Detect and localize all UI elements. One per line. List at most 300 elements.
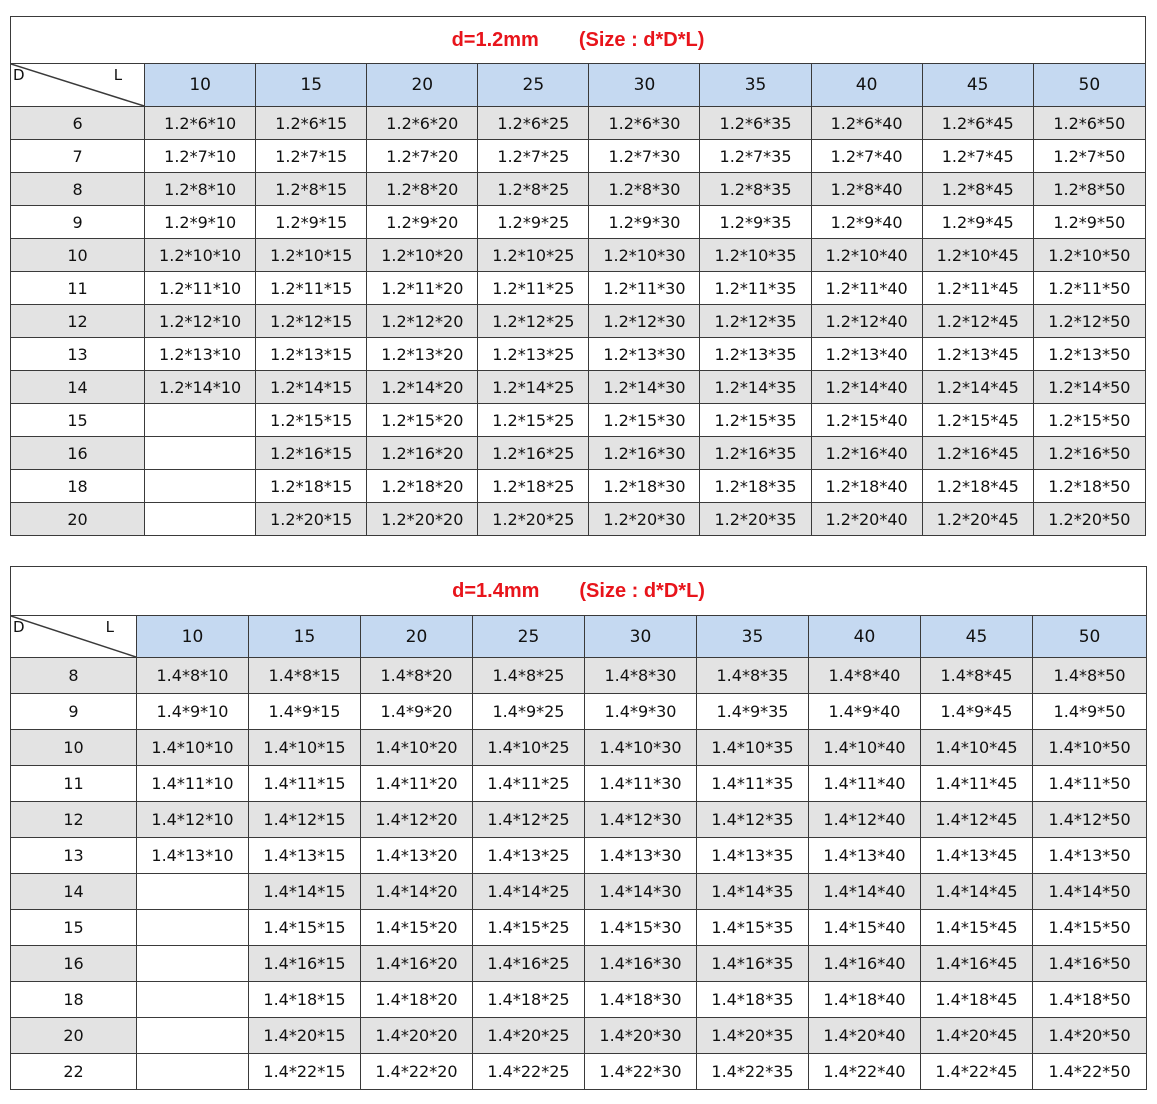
row-header-d: 10: [11, 730, 137, 766]
size-cell: 1.2*10*10: [145, 239, 256, 272]
corner-label-d: D: [13, 618, 25, 636]
size-cell: 1.4*20*30: [585, 1018, 697, 1054]
size-cell: 1.4*15*30: [585, 910, 697, 946]
size-cell: 1.2*15*45: [922, 404, 1033, 437]
size-cell: 1.4*18*40: [809, 982, 921, 1018]
table-row: [11, 838, 1147, 874]
size-cell: 1.4*10*35: [697, 730, 809, 766]
size-cell: 1.2*15*30: [589, 404, 700, 437]
size-cell: 1.4*15*25: [473, 910, 585, 946]
column-header: 30: [589, 64, 700, 107]
size-cell: 1.2*16*40: [811, 437, 922, 470]
size-cell: 1.4*9*50: [1033, 694, 1147, 730]
size-cell: 1.2*10*30: [589, 239, 700, 272]
column-header: 20: [361, 616, 473, 658]
column-header: 10: [145, 64, 256, 107]
size-cell: 1.2*12*30: [589, 305, 700, 338]
size-cell: 1.4*9*30: [585, 694, 697, 730]
size-cell: 1.2*13*50: [1033, 338, 1145, 371]
size-cell: 1.2*10*50: [1033, 239, 1145, 272]
size-cell: 1.2*18*45: [922, 470, 1033, 503]
column-header: 35: [697, 616, 809, 658]
size-cell: 1.2*13*20: [367, 338, 478, 371]
size-cell: 1.2*10*20: [367, 239, 478, 272]
size-cell: 1.4*22*35: [697, 1054, 809, 1090]
size-cell: 1.2*20*35: [700, 503, 811, 536]
column-header: 25: [473, 616, 585, 658]
row-header-d: 9: [11, 694, 137, 730]
size-cell: 1.2*9*45: [922, 206, 1033, 239]
corner-label-d: D: [13, 66, 25, 84]
table-title: [11, 17, 1146, 64]
size-cell: 1.2*8*45: [922, 173, 1033, 206]
row-header-d: 12: [11, 802, 137, 838]
size-cell: 1.4*11*30: [585, 766, 697, 802]
empty-cell: [145, 437, 256, 470]
table-row: [11, 305, 1146, 338]
empty-cell: [137, 1018, 249, 1054]
size-cell: 1.2*7*50: [1033, 140, 1145, 173]
size-cell: 1.4*10*15: [249, 730, 361, 766]
size-cell: 1.4*15*20: [361, 910, 473, 946]
empty-cell: [137, 946, 249, 982]
size-cell: 1.4*11*15: [249, 766, 361, 802]
size-cell: 1.2*6*15: [256, 107, 367, 140]
column-header: 40: [809, 616, 921, 658]
diagonal-divider: [11, 64, 144, 106]
size-cell: 1.2*11*35: [700, 272, 811, 305]
size-cell: 1.2*16*50: [1033, 437, 1145, 470]
size-cell: 1.4*16*30: [585, 946, 697, 982]
size-cell: 1.4*22*45: [921, 1054, 1033, 1090]
size-cell: 1.2*8*30: [589, 173, 700, 206]
size-cell: 1.2*14*30: [589, 371, 700, 404]
column-header: 25: [478, 64, 589, 107]
size-cell: 1.2*13*40: [811, 338, 922, 371]
size-cell: 1.2*8*10: [145, 173, 256, 206]
size-cell: 1.4*22*30: [585, 1054, 697, 1090]
size-cell: 1.4*13*50: [1033, 838, 1147, 874]
empty-cell: [137, 910, 249, 946]
size-cell: 1.4*16*35: [697, 946, 809, 982]
row-header-d: 8: [11, 658, 137, 694]
row-header-d: 16: [11, 946, 137, 982]
size-cell: 1.2*18*40: [811, 470, 922, 503]
row-header-d: 14: [11, 371, 145, 404]
size-cell: 1.2*8*35: [700, 173, 811, 206]
size-cell: 1.2*10*15: [256, 239, 367, 272]
size-cell: 1.4*22*20: [361, 1054, 473, 1090]
size-cell: 1.4*14*15: [249, 874, 361, 910]
table-title: [11, 567, 1147, 616]
row-header-d: 20: [11, 1018, 137, 1054]
size-cell: 1.2*6*20: [367, 107, 478, 140]
column-header: 40: [811, 64, 922, 107]
size-cell: 1.4*14*35: [697, 874, 809, 910]
title-diameter: d=1.2mm: [451, 28, 539, 51]
size-cell: 1.4*16*20: [361, 946, 473, 982]
table-row: [11, 470, 1146, 503]
size-cell: 1.4*18*15: [249, 982, 361, 1018]
size-cell: 1.4*15*45: [921, 910, 1033, 946]
size-cell: 1.4*9*45: [921, 694, 1033, 730]
column-header: 15: [256, 64, 367, 107]
size-cell: 1.4*9*25: [473, 694, 585, 730]
size-cell: 1.2*9*50: [1033, 206, 1145, 239]
table-row: [11, 694, 1147, 730]
size-cell: 1.4*13*45: [921, 838, 1033, 874]
size-cell: 1.2*11*25: [478, 272, 589, 305]
size-cell: 1.4*12*10: [137, 802, 249, 838]
size-table-d1-2: [10, 16, 1146, 536]
size-cell: 1.2*11*45: [922, 272, 1033, 305]
size-cell: 1.4*11*10: [137, 766, 249, 802]
title-size-format: (Size : d*D*L): [579, 579, 705, 602]
size-cell: 1.2*12*50: [1033, 305, 1145, 338]
table-row: [11, 874, 1147, 910]
size-cell: 1.2*14*45: [922, 371, 1033, 404]
size-cell: 1.4*14*45: [921, 874, 1033, 910]
size-cell: 1.2*20*50: [1033, 503, 1145, 536]
size-cell: 1.2*13*35: [700, 338, 811, 371]
size-cell: 1.2*18*50: [1033, 470, 1145, 503]
size-cell: 1.4*15*35: [697, 910, 809, 946]
size-cell: 1.4*22*15: [249, 1054, 361, 1090]
size-cell: 1.4*10*45: [921, 730, 1033, 766]
empty-cell: [145, 470, 256, 503]
size-table-d1-4: [10, 566, 1147, 1090]
size-cell: 1.2*11*20: [367, 272, 478, 305]
row-header-d: 20: [11, 503, 145, 536]
size-cell: 1.2*20*30: [589, 503, 700, 536]
size-cell: 1.2*15*40: [811, 404, 922, 437]
size-cell: 1.2*20*15: [256, 503, 367, 536]
table-row: [11, 272, 1146, 305]
size-cell: 1.4*12*15: [249, 802, 361, 838]
size-cell: 1.2*6*50: [1033, 107, 1145, 140]
size-cell: 1.2*10*40: [811, 239, 922, 272]
size-cell: 1.2*13*15: [256, 338, 367, 371]
diagonal-divider: [11, 616, 136, 657]
corner-header: [11, 64, 145, 107]
size-cell: 1.4*11*45: [921, 766, 1033, 802]
size-cell: 1.4*22*50: [1033, 1054, 1147, 1090]
column-header: 45: [921, 616, 1033, 658]
size-cell: 1.2*20*40: [811, 503, 922, 536]
size-cell: 1.4*8*30: [585, 658, 697, 694]
size-cell: 1.2*11*30: [589, 272, 700, 305]
row-header-d: 14: [11, 874, 137, 910]
size-cell: 1.4*10*50: [1033, 730, 1147, 766]
size-cell: 1.4*15*50: [1033, 910, 1147, 946]
size-cell: 1.2*16*35: [700, 437, 811, 470]
column-header: 20: [367, 64, 478, 107]
size-cell: 1.2*18*25: [478, 470, 589, 503]
size-cell: 1.4*8*45: [921, 658, 1033, 694]
size-cell: 1.4*12*20: [361, 802, 473, 838]
corner-label-l: L: [105, 618, 114, 636]
size-cell: 1.4*10*10: [137, 730, 249, 766]
table-row: [11, 730, 1147, 766]
column-header-row: [11, 616, 1147, 658]
column-header: 35: [700, 64, 811, 107]
column-header: 15: [249, 616, 361, 658]
size-cell: 1.4*22*40: [809, 1054, 921, 1090]
size-cell: 1.4*12*50: [1033, 802, 1147, 838]
size-cell: 1.2*13*10: [145, 338, 256, 371]
size-cell: 1.4*12*30: [585, 802, 697, 838]
title-size-format: (Size : d*D*L): [578, 28, 705, 51]
size-cell: 1.2*16*30: [589, 437, 700, 470]
corner-header: [11, 616, 137, 658]
empty-cell: [137, 874, 249, 910]
row-header-d: 8: [11, 173, 145, 206]
table-body: [11, 658, 1147, 1090]
size-cell: 1.2*12*40: [811, 305, 922, 338]
table-body: [11, 107, 1146, 536]
size-cell: 1.2*9*20: [367, 206, 478, 239]
size-cell: 1.2*9*15: [256, 206, 367, 239]
column-header: 50: [1033, 616, 1147, 658]
size-cell: 1.4*18*30: [585, 982, 697, 1018]
size-cell: 1.2*18*30: [589, 470, 700, 503]
table-row: [11, 1018, 1147, 1054]
row-header-d: 15: [11, 404, 145, 437]
size-cell: 1.4*18*20: [361, 982, 473, 1018]
size-cell: 1.4*20*50: [1033, 1018, 1147, 1054]
size-cell: 1.4*13*20: [361, 838, 473, 874]
row-header-d: 9: [11, 206, 145, 239]
empty-cell: [137, 1054, 249, 1090]
size-cell: 1.4*9*20: [361, 694, 473, 730]
size-cell: 1.4*10*25: [473, 730, 585, 766]
title-diameter: d=1.4mm: [452, 579, 540, 602]
size-cell: 1.2*7*10: [145, 140, 256, 173]
size-cell: 1.4*20*25: [473, 1018, 585, 1054]
size-cell: 1.4*9*35: [697, 694, 809, 730]
table-row: [11, 140, 1146, 173]
size-cell: 1.2*13*30: [589, 338, 700, 371]
size-cell: 1.4*8*25: [473, 658, 585, 694]
size-cell: 1.2*8*50: [1033, 173, 1145, 206]
size-cell: 1.2*9*35: [700, 206, 811, 239]
size-cell: 1.2*7*45: [922, 140, 1033, 173]
size-cell: 1.2*16*25: [478, 437, 589, 470]
size-cell: 1.2*15*20: [367, 404, 478, 437]
size-cell: 1.2*14*40: [811, 371, 922, 404]
size-cell: 1.4*14*50: [1033, 874, 1147, 910]
row-header-d: 15: [11, 910, 137, 946]
row-header-d: 12: [11, 305, 145, 338]
size-cell: 1.4*11*40: [809, 766, 921, 802]
size-cell: 1.2*14*15: [256, 371, 367, 404]
size-cell: 1.4*12*25: [473, 802, 585, 838]
size-cell: 1.2*10*45: [922, 239, 1033, 272]
size-cell: 1.2*11*50: [1033, 272, 1145, 305]
size-cell: 1.2*10*25: [478, 239, 589, 272]
column-header: 30: [585, 616, 697, 658]
size-cell: 1.2*18*20: [367, 470, 478, 503]
size-cell: 1.2*12*45: [922, 305, 1033, 338]
column-header-row: [11, 64, 1146, 107]
size-cell: 1.4*16*45: [921, 946, 1033, 982]
size-cell: 1.2*7*20: [367, 140, 478, 173]
size-cell: 1.2*6*40: [811, 107, 922, 140]
size-cell: 1.2*12*10: [145, 305, 256, 338]
size-cell: 1.2*7*40: [811, 140, 922, 173]
table-row: [11, 910, 1147, 946]
table-row: [11, 371, 1146, 404]
size-cell: 1.2*13*25: [478, 338, 589, 371]
table-row: [11, 658, 1147, 694]
size-cell: 1.2*8*20: [367, 173, 478, 206]
size-cell: 1.2*8*40: [811, 173, 922, 206]
size-cell: 1.2*11*10: [145, 272, 256, 305]
size-cell: 1.2*7*30: [589, 140, 700, 173]
size-cell: 1.4*14*25: [473, 874, 585, 910]
size-cell: 1.2*7*15: [256, 140, 367, 173]
table-row: [11, 338, 1146, 371]
size-cell: 1.4*13*40: [809, 838, 921, 874]
size-cell: 1.2*6*25: [478, 107, 589, 140]
size-cell: 1.2*16*20: [367, 437, 478, 470]
size-cell: 1.2*6*35: [700, 107, 811, 140]
row-header-d: 22: [11, 1054, 137, 1090]
table-row: [11, 946, 1147, 982]
size-cell: 1.4*11*35: [697, 766, 809, 802]
size-cell: 1.4*16*15: [249, 946, 361, 982]
size-cell: 1.4*9*15: [249, 694, 361, 730]
size-cell: 1.4*10*40: [809, 730, 921, 766]
size-cell: 1.4*13*35: [697, 838, 809, 874]
size-cell: 1.2*18*35: [700, 470, 811, 503]
size-cell: 1.2*14*50: [1033, 371, 1145, 404]
table-row: [11, 239, 1146, 272]
size-cell: 1.2*14*10: [145, 371, 256, 404]
size-cell: 1.2*14*20: [367, 371, 478, 404]
size-cell: 1.4*14*20: [361, 874, 473, 910]
size-cell: 1.4*8*35: [697, 658, 809, 694]
size-cell: 1.4*13*30: [585, 838, 697, 874]
size-cell: 1.4*20*40: [809, 1018, 921, 1054]
size-cell: 1.2*12*15: [256, 305, 367, 338]
size-cell: 1.2*10*35: [700, 239, 811, 272]
size-cell: 1.2*11*40: [811, 272, 922, 305]
size-cell: 1.2*16*45: [922, 437, 1033, 470]
size-cell: 1.4*12*35: [697, 802, 809, 838]
size-cell: 1.2*14*25: [478, 371, 589, 404]
size-cell: 1.4*14*40: [809, 874, 921, 910]
size-cell: 1.2*18*15: [256, 470, 367, 503]
size-cell: 1.4*9*40: [809, 694, 921, 730]
size-cell: 1.2*6*45: [922, 107, 1033, 140]
row-header-d: 11: [11, 272, 145, 305]
size-cell: 1.4*13*10: [137, 838, 249, 874]
row-header-d: 13: [11, 838, 137, 874]
column-header: 10: [137, 616, 249, 658]
size-cell: 1.4*8*20: [361, 658, 473, 694]
size-cell: 1.2*9*25: [478, 206, 589, 239]
size-cell: 1.4*8*50: [1033, 658, 1147, 694]
table-row: [11, 437, 1146, 470]
size-cell: 1.4*18*45: [921, 982, 1033, 1018]
table-row: [11, 173, 1146, 206]
size-cell: 1.4*11*25: [473, 766, 585, 802]
size-cell: 1.4*18*50: [1033, 982, 1147, 1018]
size-cell: 1.4*20*45: [921, 1018, 1033, 1054]
size-cell: 1.2*11*15: [256, 272, 367, 305]
empty-cell: [145, 404, 256, 437]
size-cell: 1.2*14*35: [700, 371, 811, 404]
size-cell: 1.4*10*30: [585, 730, 697, 766]
table-row: [11, 802, 1147, 838]
size-cell: 1.2*9*30: [589, 206, 700, 239]
size-cell: 1.2*9*40: [811, 206, 922, 239]
table-row: [11, 206, 1146, 239]
row-header-d: 18: [11, 470, 145, 503]
row-header-d: 18: [11, 982, 137, 1018]
size-cell: 1.2*8*25: [478, 173, 589, 206]
size-cell: 1.4*20*15: [249, 1018, 361, 1054]
size-cell: 1.4*20*20: [361, 1018, 473, 1054]
size-cell: 1.2*20*45: [922, 503, 1033, 536]
size-cell: 1.2*9*10: [145, 206, 256, 239]
table-row: [11, 766, 1147, 802]
size-cell: 1.2*12*20: [367, 305, 478, 338]
size-cell: 1.4*16*25: [473, 946, 585, 982]
size-cell: 1.2*8*15: [256, 173, 367, 206]
column-header: 50: [1033, 64, 1145, 107]
size-cell: 1.4*16*40: [809, 946, 921, 982]
size-cell: 1.4*20*35: [697, 1018, 809, 1054]
row-header-d: 7: [11, 140, 145, 173]
size-cell: 1.2*15*15: [256, 404, 367, 437]
size-cell: 1.2*20*25: [478, 503, 589, 536]
size-cell: 1.4*16*50: [1033, 946, 1147, 982]
size-cell: 1.2*7*25: [478, 140, 589, 173]
size-cell: 1.2*16*15: [256, 437, 367, 470]
row-header-d: 16: [11, 437, 145, 470]
size-cell: 1.4*18*25: [473, 982, 585, 1018]
size-cell: 1.4*10*20: [361, 730, 473, 766]
size-cell: 1.4*11*20: [361, 766, 473, 802]
size-cell: 1.4*11*50: [1033, 766, 1147, 802]
size-cell: 1.4*8*40: [809, 658, 921, 694]
row-header-d: 6: [11, 107, 145, 140]
row-header-d: 10: [11, 239, 145, 272]
size-cell: 1.2*13*45: [922, 338, 1033, 371]
size-cell: 1.2*6*30: [589, 107, 700, 140]
corner-label-l: L: [113, 66, 123, 84]
table-row: [11, 503, 1146, 536]
table-row: [11, 107, 1146, 140]
empty-cell: [145, 503, 256, 536]
row-header-d: 11: [11, 766, 137, 802]
size-cell: 1.4*22*25: [473, 1054, 585, 1090]
table-row: [11, 404, 1146, 437]
size-cell: 1.2*20*20: [367, 503, 478, 536]
size-cell: 1.2*6*10: [145, 107, 256, 140]
table-row: [11, 1054, 1147, 1090]
column-header: 45: [922, 64, 1033, 107]
size-cell: 1.4*13*25: [473, 838, 585, 874]
size-cell: 1.4*18*35: [697, 982, 809, 1018]
size-cell: 1.4*13*15: [249, 838, 361, 874]
row-header-d: 13: [11, 338, 145, 371]
size-cell: 1.2*12*35: [700, 305, 811, 338]
size-cell: 1.4*14*30: [585, 874, 697, 910]
size-cell: 1.4*8*15: [249, 658, 361, 694]
